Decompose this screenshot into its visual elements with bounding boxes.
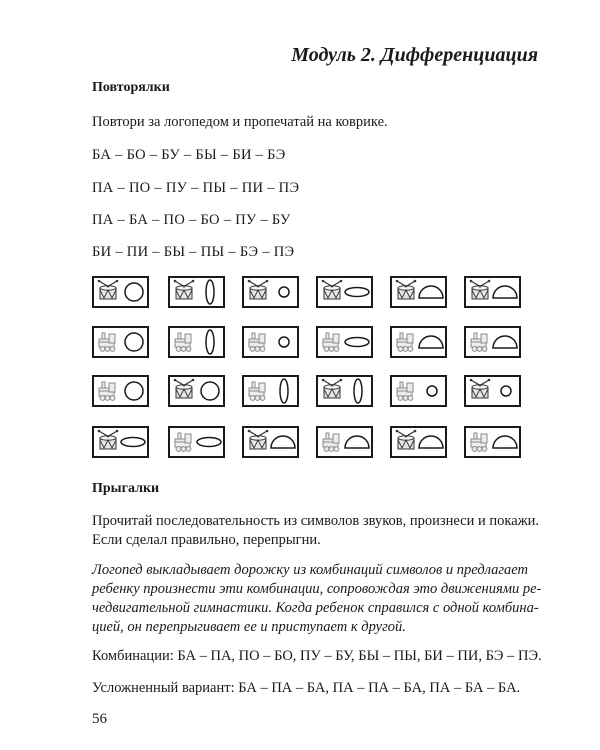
train-wide-oval-symbol-pair xyxy=(318,328,371,356)
train-icon xyxy=(175,333,191,351)
sound-symbol-card-drum-half-circle xyxy=(242,426,299,458)
drum-half-circle-symbol-pair xyxy=(392,278,445,306)
jumpers-instruction-line: Прочитай последовательность из символов звуков, произнеси и покажи. xyxy=(92,513,540,529)
drum-icon xyxy=(174,379,195,398)
therapist-note-line: чедвигательной гимнастики. Когда ребенок справился с одной комбина- xyxy=(92,600,539,616)
therapist-note-line: ребенку произнести эти комбинации, сопровождая это движениями ре- xyxy=(92,581,542,597)
sound-symbol-card-train-half-circle xyxy=(464,426,521,458)
train-tall-oval-symbol-pair xyxy=(244,377,297,405)
train-icon xyxy=(323,333,339,351)
sound-symbol-card-train-half-circle xyxy=(390,326,447,358)
drum-tall-oval-symbol-pair xyxy=(170,278,223,306)
section-heading-jumpers: Прыгалки xyxy=(92,481,160,496)
train-wide-oval-symbol-pair xyxy=(170,428,223,456)
train-icon xyxy=(471,333,487,351)
drum-small-circle-symbol-pair xyxy=(466,377,519,405)
syllable-row: БА – БО – БУ – БЫ – БИ – БЭ xyxy=(92,147,286,163)
circle-symbol xyxy=(125,382,143,400)
sound-symbol-card-train-tall-oval xyxy=(242,375,299,407)
train-icon xyxy=(471,433,487,451)
repeaters-instruction: Повтори за логопедом и пропечатай на коврике. xyxy=(92,114,388,130)
sound-symbol-card-drum-wide-oval xyxy=(316,276,373,308)
tall-oval-symbol xyxy=(354,379,362,403)
combinations-line: Комбинации: БА – ПА, ПО – БО, ПУ – БУ, БЫ – ПЫ, БИ – ПИ, БЭ – ПЭ. xyxy=(92,648,542,664)
drum-icon xyxy=(98,280,119,299)
sound-symbol-card-train-small-circle xyxy=(242,326,299,358)
drum-icon xyxy=(248,430,269,449)
train-circle-symbol-pair xyxy=(94,328,147,356)
half-circle-symbol xyxy=(493,436,517,448)
train-icon xyxy=(249,382,265,400)
train-icon xyxy=(175,433,191,451)
train-small-circle-symbol-pair xyxy=(244,328,297,356)
therapist-note-line: Логопед выкладывает дорожку из комбинаций символов и предлагает xyxy=(92,562,529,578)
drum-icon xyxy=(470,280,491,299)
drum-small-circle-symbol-pair xyxy=(244,278,297,306)
sound-symbol-card-train-tall-oval xyxy=(168,326,225,358)
train-small-circle-symbol-pair xyxy=(392,377,445,405)
half-circle-symbol xyxy=(493,336,517,348)
train-tall-oval-symbol-pair xyxy=(170,328,223,356)
sound-symbol-card-train-half-circle xyxy=(316,426,373,458)
tall-oval-symbol xyxy=(206,330,214,354)
drum-icon xyxy=(98,430,119,449)
drum-icon xyxy=(322,280,343,299)
train-circle-symbol-pair xyxy=(94,377,147,405)
train-half-circle-symbol-pair xyxy=(466,328,519,356)
circle-symbol xyxy=(201,382,219,400)
wide-oval-symbol xyxy=(345,338,369,347)
section-heading-repeaters: Повторялки xyxy=(92,80,170,95)
drum-half-circle-symbol-pair xyxy=(244,428,297,456)
tall-oval-symbol xyxy=(280,379,288,403)
drum-circle-symbol-pair xyxy=(94,278,147,306)
sound-symbol-card-train-small-circle xyxy=(390,375,447,407)
sound-symbol-card-drum-tall-oval xyxy=(316,375,373,407)
jumpers-instruction-line: Если сделал правильно, перепрыгни. xyxy=(92,532,321,548)
drum-wide-oval-symbol-pair xyxy=(94,428,147,456)
small-circle-symbol xyxy=(279,337,289,347)
train-icon xyxy=(323,433,339,451)
sound-symbol-card-drum-circle xyxy=(168,375,225,407)
half-circle-symbol xyxy=(419,436,443,448)
sound-symbol-card-drum-tall-oval xyxy=(168,276,225,308)
train-half-circle-symbol-pair xyxy=(466,428,519,456)
sound-symbol-grid xyxy=(92,276,529,462)
sound-symbol-card-train-circle xyxy=(92,375,149,407)
sound-symbol-card-train-wide-oval xyxy=(316,326,373,358)
drum-circle-symbol-pair xyxy=(170,377,223,405)
drum-half-circle-symbol-pair xyxy=(466,278,519,306)
train-icon xyxy=(99,333,115,351)
half-circle-symbol xyxy=(419,336,443,348)
page-number: 56 xyxy=(92,711,107,727)
drum-icon xyxy=(396,280,417,299)
wide-oval-symbol xyxy=(121,438,145,447)
small-circle-symbol xyxy=(279,287,289,297)
syllable-row: ПА – БА – ПО – БО – ПУ – БУ xyxy=(92,212,291,228)
train-icon xyxy=(397,382,413,400)
tall-oval-symbol xyxy=(206,280,214,304)
sound-symbol-card-train-wide-oval xyxy=(168,426,225,458)
drum-icon xyxy=(174,280,195,299)
small-circle-symbol xyxy=(501,386,511,396)
train-icon xyxy=(99,382,115,400)
train-icon xyxy=(249,333,265,351)
drum-half-circle-symbol-pair xyxy=(392,428,445,456)
therapist-note-line: цией, он перепрыгивает ее и приступает к другой. xyxy=(92,619,406,635)
circle-symbol xyxy=(125,333,143,351)
train-half-circle-symbol-pair xyxy=(392,328,445,356)
module-title: Модуль 2. Дифференциация xyxy=(291,44,538,66)
drum-icon xyxy=(248,280,269,299)
sound-symbol-card-drum-circle xyxy=(92,276,149,308)
train-icon xyxy=(397,333,413,351)
half-circle-symbol xyxy=(271,436,295,448)
half-circle-symbol xyxy=(419,286,443,298)
drum-icon xyxy=(470,379,491,398)
sound-symbol-card-drum-half-circle xyxy=(390,426,447,458)
drum-icon xyxy=(396,430,417,449)
wide-oval-symbol xyxy=(345,288,369,297)
drum-wide-oval-symbol-pair xyxy=(318,278,371,306)
advanced-variant-line: Усложненный вариант: БА – ПА – БА, ПА – ПА – БА, ПА – БА – БА. xyxy=(92,680,521,696)
sound-symbol-card-drum-wide-oval xyxy=(92,426,149,458)
sound-symbol-card-drum-half-circle xyxy=(464,276,521,308)
syllable-row: БИ – ПИ – БЫ – ПЫ – БЭ – ПЭ xyxy=(92,244,295,260)
wide-oval-symbol xyxy=(197,438,221,447)
drum-icon xyxy=(322,379,343,398)
half-circle-symbol xyxy=(345,436,369,448)
half-circle-symbol xyxy=(493,286,517,298)
circle-symbol xyxy=(125,283,143,301)
small-circle-symbol xyxy=(427,386,437,396)
sound-symbol-card-train-half-circle xyxy=(464,326,521,358)
sound-symbol-card-drum-half-circle xyxy=(390,276,447,308)
sound-symbol-card-drum-small-circle xyxy=(464,375,521,407)
sound-symbol-card-train-circle xyxy=(92,326,149,358)
syllable-row: ПА – ПО – ПУ – ПЫ – ПИ – ПЭ xyxy=(92,180,300,196)
train-half-circle-symbol-pair xyxy=(318,428,371,456)
drum-tall-oval-symbol-pair xyxy=(318,377,371,405)
sound-symbol-card-drum-small-circle xyxy=(242,276,299,308)
